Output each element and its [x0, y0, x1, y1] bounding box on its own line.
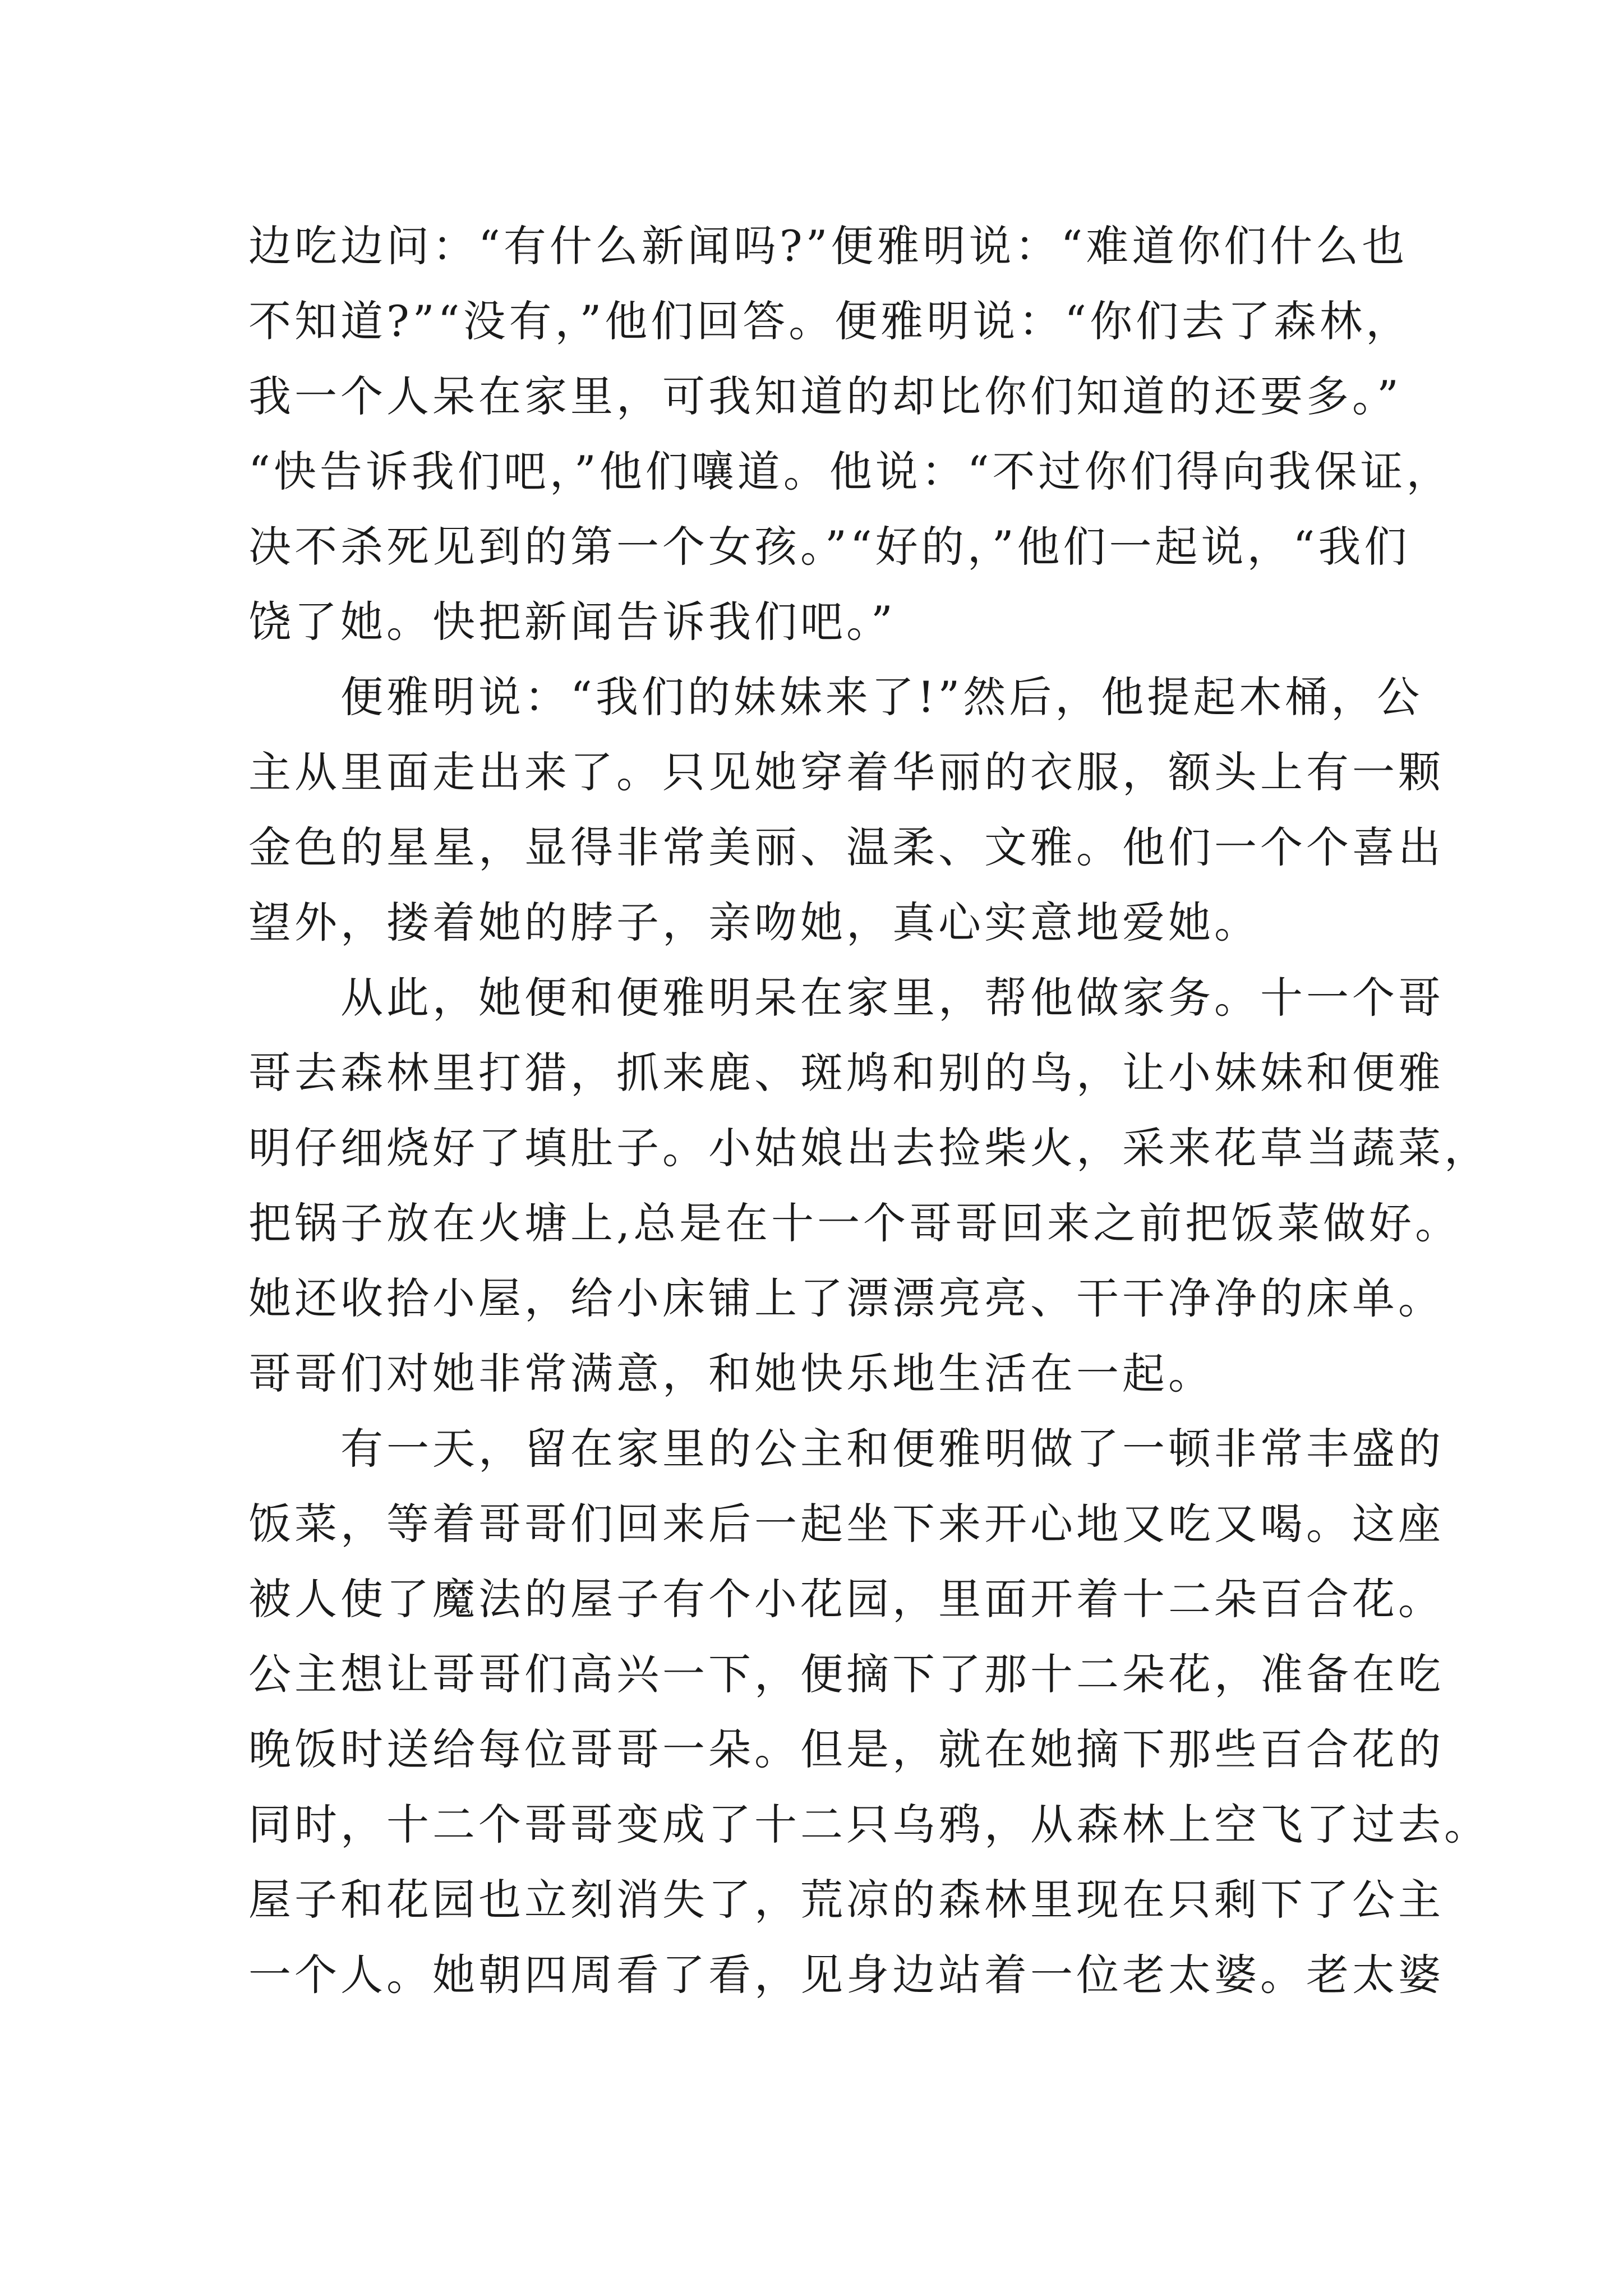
text-line: 从此，她便和便雅明呆在家里，帮他做家务。十一个哥	[340, 973, 1444, 1023]
text-line: 她还收拾小屋，给小床铺上了漂漂亮亮、干干净净的床单。	[248, 1273, 1444, 1323]
text-line: 一个人。她朝四周看了看，见身边站着一位老太婆。老太婆	[248, 1950, 1444, 2000]
text-line: 哥去森林里打猎，抓来鹿、斑鸠和别的鸟，让小妹妹和便雅	[248, 1048, 1444, 1098]
text-line: 主从里面走出来了。只见她穿着华丽的衣服，额头上有一颗	[248, 747, 1444, 797]
paragraph-2	[248, 660, 1444, 960]
text-line: 被人使了魔法的屋子有个小花园，里面开着十二朵百合花。	[248, 1574, 1444, 1624]
text-line: 哥哥们对她非常满意，和她快乐地生活在一起。	[248, 1349, 1214, 1398]
text-line: 边吃边问：“有什么新闻吗?”便雅明说：“难道你们什么也	[248, 221, 1408, 271]
text-line: 同时，十二个哥哥变成了十二只乌鸦，从森林上空飞了过去。	[248, 1800, 1490, 1849]
text-line: 金色的星星，显得非常美丽、温柔、文雅。他们一个个喜出	[248, 822, 1444, 872]
text-line: 我一个人呆在家里，可我知道的却比你们知道的还要多。”	[248, 371, 1402, 421]
text-line: 饶了她。快把新闻告诉我们吧。”	[248, 597, 896, 647]
paragraph-1	[248, 209, 1453, 660]
text-line: 不知道?”“没有，”他们回答。便雅明说：“你们去了森林，	[248, 296, 1412, 346]
paragraph-4	[248, 1411, 1490, 2013]
text-line: 晚饭时送给每位哥哥一朵。但是，就在她摘下那些百合花的	[248, 1724, 1444, 1774]
text-line: 把锅子放在火塘上,总是在十一个哥哥回来之前把饭菜做好。	[248, 1198, 1461, 1248]
text-line: “快告诉我们吧，”他们嚷道。他说：“不过你们得向我保证，	[248, 447, 1453, 496]
text-line: 望外，搂着她的脖子，亲吻她，真心实意地爱她。	[248, 898, 1260, 947]
body-text	[248, 209, 1490, 2013]
paragraph-3	[248, 960, 1490, 1411]
text-line: 屋子和花园也立刻消失了，荒凉的森林里现在只剩下了公主	[248, 1875, 1444, 1925]
text-line: 饭菜，等着哥哥们回来后一起坐下来开心地又吃又喝。这座	[248, 1499, 1444, 1549]
text-line: 便雅明说：“我们的妹妹来了!”然后，他提起木桶，公	[340, 672, 1423, 722]
text-line: 有一天，留在家里的公主和便雅明做了一顿非常丰盛的	[340, 1424, 1444, 1474]
text-line: 明仔细烧好了填肚子。小姑娘出去捡柴火，采来花草当蔬菜，	[248, 1123, 1490, 1173]
text-line: 公主想让哥哥们高兴一下，便摘下了那十二朵花，准备在吃	[248, 1649, 1444, 1699]
text-line: 决不杀死见到的第一个女孩。”“好的，”他们一起说，“我们	[248, 522, 1410, 572]
